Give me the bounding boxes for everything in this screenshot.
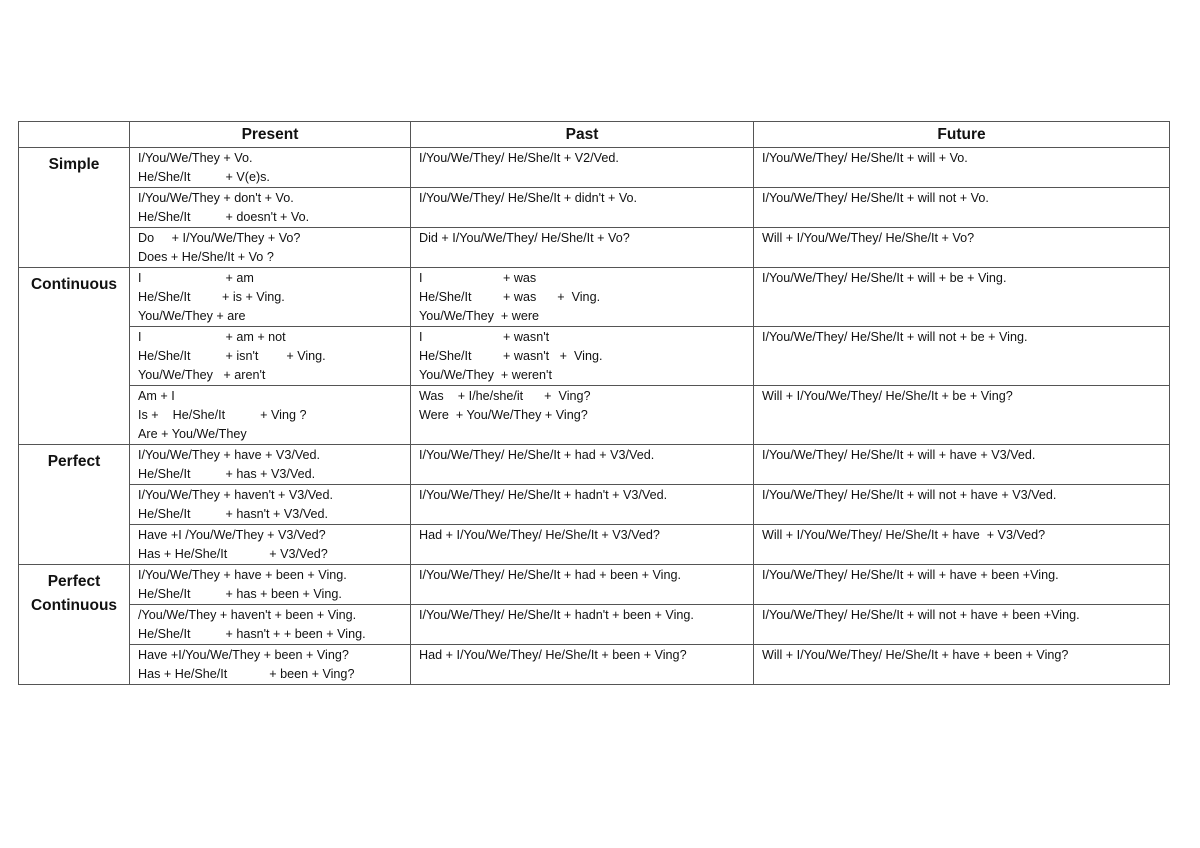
past-formula-line: Were + You/We/They + Ving? — [419, 408, 588, 422]
present-formula-line: You/We/They + are — [138, 309, 246, 323]
present-formula-line: I + am + not — [138, 330, 286, 344]
table-row — [19, 645, 1170, 685]
present-formula-line: I/You/We/They + have + been + Ving. — [138, 568, 347, 582]
future-cell — [754, 188, 1170, 228]
present-formula-line: He/She/It + isn't + Ving. — [138, 349, 326, 363]
present-formula-line: He/She/It + has + V3/Ved. — [138, 467, 316, 481]
tense-group-label — [19, 148, 130, 268]
future-cell — [754, 445, 1170, 485]
future-cell — [754, 386, 1170, 445]
past-cell — [411, 327, 754, 386]
table-row — [19, 525, 1170, 565]
present-formula-line: /You/We/They + haven't + been + Ving. — [138, 608, 357, 622]
future-cell — [754, 327, 1170, 386]
table-row — [19, 445, 1170, 485]
header-present: Present — [130, 122, 411, 148]
future-formula-line: I/You/We/They/ He/She/It + will not + have + been +Ving. — [762, 608, 1080, 622]
past-formula-line: I/You/We/They/ He/She/It + hadn't + V3/Ved. — [419, 488, 668, 502]
present-formula-line: I/You/We/They + don't + Vo. — [138, 191, 294, 205]
present-cell — [130, 148, 411, 188]
past-cell — [411, 565, 754, 605]
tense-group-label — [19, 565, 130, 685]
past-formula-line: I/You/We/They/ He/She/It + had + been + Ving. — [419, 568, 681, 582]
present-formula-line: He/She/It + doesn't + Vo. — [138, 210, 310, 224]
past-formula-line: I/You/We/They/ He/She/It + had + V3/Ved. — [419, 448, 655, 462]
present-formula-line: I/You/We/They + haven't + V3/Ved. — [138, 488, 333, 502]
future-formula-line: I/You/We/They/ He/She/It + will not + be + Ving. — [762, 330, 1028, 344]
tenses-table — [18, 121, 1170, 685]
present-cell — [130, 525, 411, 565]
future-formula-line: I/You/We/They/ He/She/It + will + have + been +Ving. — [762, 568, 1059, 582]
tense-group-label-line: Perfect — [47, 573, 101, 590]
tense-group-label-text: Continuous — [30, 276, 118, 293]
table-body — [19, 148, 1170, 685]
future-cell — [754, 645, 1170, 685]
table-row — [19, 268, 1170, 327]
present-cell — [130, 327, 411, 386]
present-cell — [130, 228, 411, 268]
past-formula-line: He/She/It + was + Ving. — [419, 290, 601, 304]
present-cell — [130, 268, 411, 327]
header-corner — [19, 122, 130, 148]
future-formula-line: Will + I/You/We/They/ He/She/It + have + been + Ving? — [762, 648, 1069, 662]
future-formula-line: I/You/We/They/ He/She/It + will not + Vo. — [762, 191, 989, 205]
past-cell — [411, 445, 754, 485]
past-cell — [411, 485, 754, 525]
future-cell — [754, 605, 1170, 645]
present-cell — [130, 445, 411, 485]
past-formula-line: Had + I/You/We/They/ He/She/It + V3/Ved? — [419, 528, 660, 542]
table-row — [19, 605, 1170, 645]
present-formula-line: He/She/It + has + been + Ving. — [138, 587, 342, 601]
present-formula-line: He/She/It + V(e)s. — [138, 170, 270, 184]
header-past: Past — [411, 122, 754, 148]
future-cell — [754, 525, 1170, 565]
tense-group-label-text: Perfect — [47, 453, 101, 470]
past-formula-line: I + wasn't — [419, 330, 550, 344]
present-cell — [130, 386, 411, 445]
table-row — [19, 485, 1170, 525]
tense-group-label-line: Continuous — [30, 597, 118, 614]
present-formula-line: Am + I — [138, 389, 175, 403]
past-formula-line: I/You/We/They/ He/She/It + didn't + Vo. — [419, 191, 638, 205]
present-formula-line: Have +I /You/We/They + V3/Ved? — [138, 528, 326, 542]
present-cell — [130, 485, 411, 525]
present-formula-line: Has + He/She/It + been + Ving? — [138, 667, 355, 681]
table-row — [19, 228, 1170, 268]
present-formula-line: I/You/We/They + have + V3/Ved. — [138, 448, 321, 462]
present-formula-line: You/We/They + aren't — [138, 368, 266, 382]
future-cell — [754, 268, 1170, 327]
present-formula-line: Is + He/She/It + Ving ? — [138, 408, 307, 422]
table-row — [19, 188, 1170, 228]
present-cell — [130, 565, 411, 605]
past-formula-line: Did + I/You/We/They/ He/She/It + Vo? — [419, 231, 630, 245]
future-formula-line: I/You/We/They/ He/She/It + will + be + Ving. — [762, 271, 1007, 285]
present-formula-line: Has + He/She/It + V3/Ved? — [138, 547, 328, 561]
past-cell — [411, 386, 754, 445]
past-formula-line: I/You/We/They/ He/She/It + V2/Ved. — [419, 151, 619, 165]
present-cell — [130, 645, 411, 685]
past-cell — [411, 228, 754, 268]
table-row — [19, 386, 1170, 445]
present-formula-line: He/She/It + hasn't + + been + Ving. — [138, 627, 366, 641]
past-cell — [411, 148, 754, 188]
past-formula-line: I/You/We/They/ He/She/It + hadn't + been + Ving. — [419, 608, 694, 622]
past-formula-line: I + was — [419, 271, 537, 285]
past-formula-line: He/She/It + wasn't + Ving. — [419, 349, 603, 363]
future-formula-line: I/You/We/They/ He/She/It + will + have + V3/Ved. — [762, 448, 1036, 462]
header-future: Future — [754, 122, 1170, 148]
tense-group-label-text: Simple — [48, 156, 100, 173]
past-cell — [411, 188, 754, 228]
future-cell — [754, 485, 1170, 525]
future-formula-line: Will + I/You/We/They/ He/She/It + be + Ving? — [762, 389, 1013, 403]
future-formula-line: I/You/We/They/ He/She/It + will + Vo. — [762, 151, 968, 165]
present-formula-line: He/She/It + hasn't + V3/Ved. — [138, 507, 329, 521]
past-cell — [411, 525, 754, 565]
present-formula-line: Are + You/We/They — [138, 427, 247, 441]
present-formula-line: Do + I/You/We/They + Vo? — [138, 231, 301, 245]
future-formula-line: Will + I/You/We/They/ He/She/It + Vo? — [762, 231, 975, 245]
header-row — [19, 122, 1170, 148]
present-formula-line: Have +I/You/We/They + been + Ving? — [138, 648, 349, 662]
past-formula-line: You/We/They + weren't — [419, 368, 552, 382]
present-formula-line: I/You/We/They + Vo. — [138, 151, 253, 165]
past-cell — [411, 268, 754, 327]
future-formula-line: I/You/We/They/ He/She/It + will not + have + V3/Ved. — [762, 488, 1057, 502]
past-cell — [411, 605, 754, 645]
past-formula-line: You/We/They + were — [419, 309, 540, 323]
present-cell — [130, 605, 411, 645]
present-formula-line: Does + He/She/It + Vo ? — [138, 250, 274, 264]
table-row — [19, 148, 1170, 188]
past-formula-line: Was + I/he/she/it + Ving? — [419, 389, 591, 403]
tense-group-label — [19, 445, 130, 565]
past-cell — [411, 645, 754, 685]
future-cell — [754, 228, 1170, 268]
present-cell — [130, 188, 411, 228]
table-row — [19, 327, 1170, 386]
future-cell — [754, 565, 1170, 605]
table-row — [19, 565, 1170, 605]
tense-group-label — [19, 268, 130, 445]
past-formula-line: Had + I/You/We/They/ He/She/It + been + Ving? — [419, 648, 687, 662]
present-formula-line: He/She/It + is + Ving. — [138, 290, 285, 304]
future-cell — [754, 148, 1170, 188]
present-formula-line: I + am — [138, 271, 254, 285]
future-formula-line: Will + I/You/We/They/ He/She/It + have + V3/Ved? — [762, 528, 1046, 542]
